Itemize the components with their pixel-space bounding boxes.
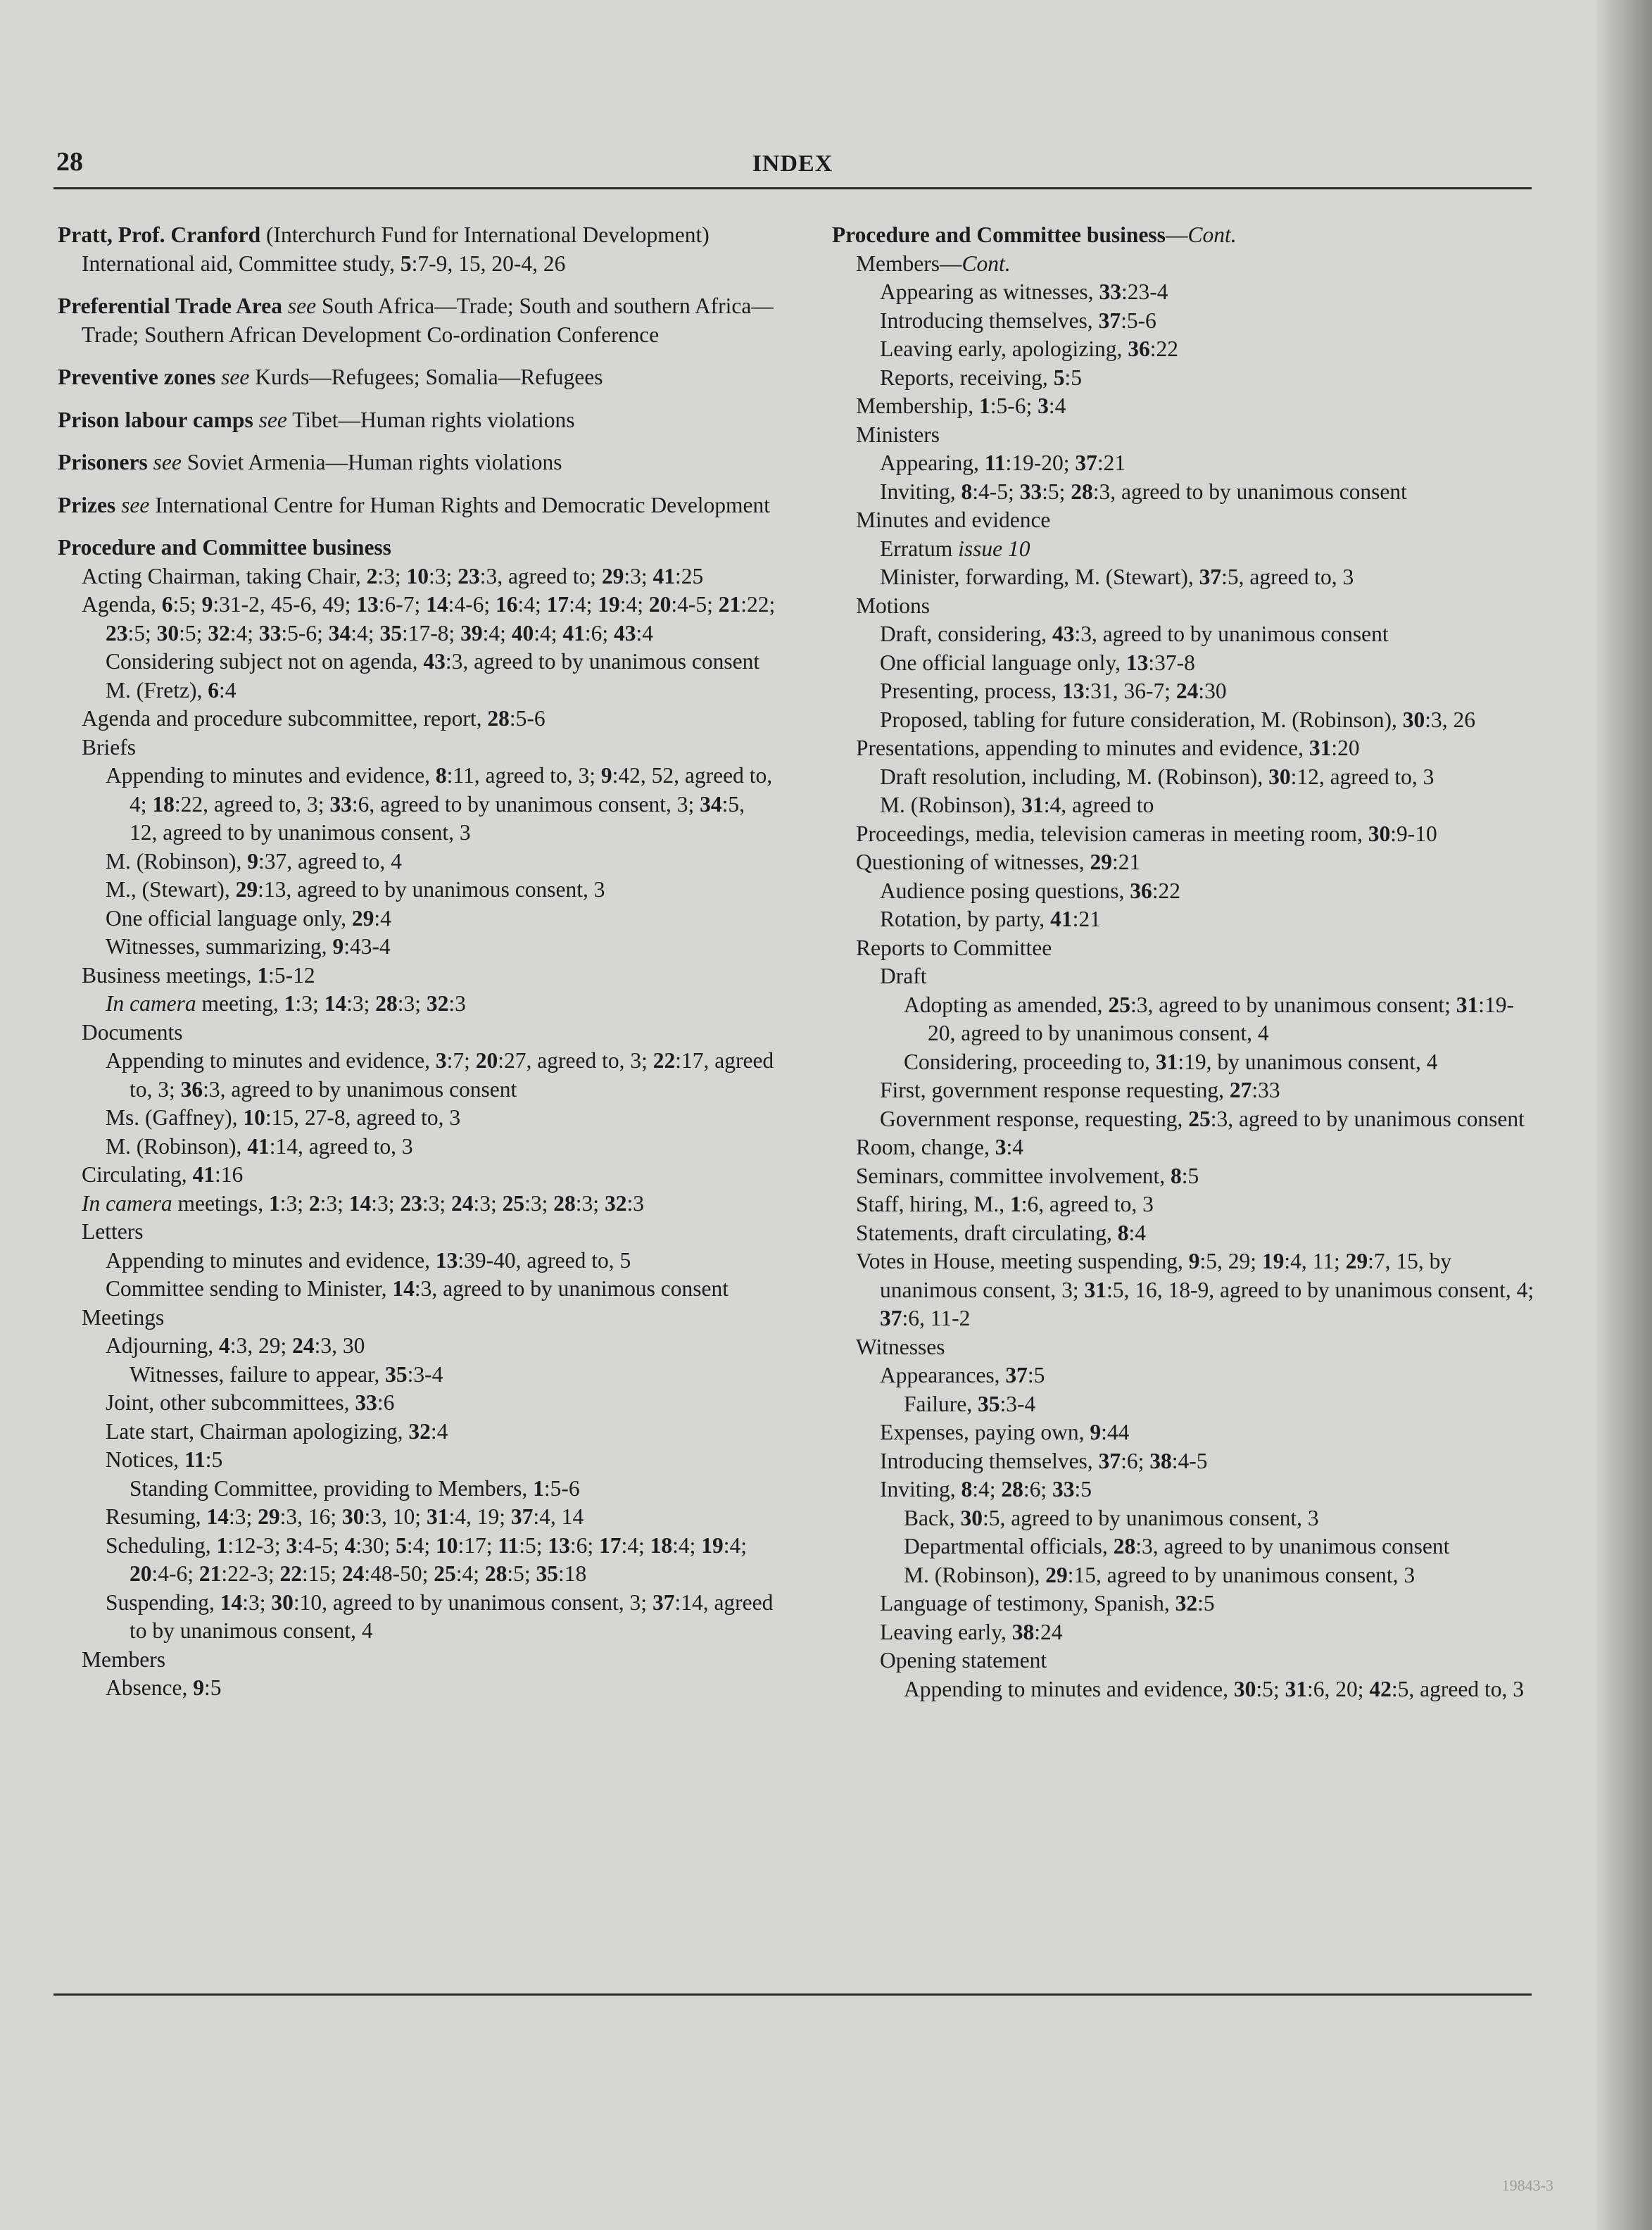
index-entry: Appearances, 37:5 — [880, 1363, 1045, 1387]
index-entry: Questioning of witnesses, 29:21 — [856, 850, 1141, 874]
index-entry: M. (Fretz), 6:4 — [106, 677, 237, 703]
print-code: 19843-3 — [1501, 2177, 1553, 2194]
index-entry: Appending to minutes and evidence, 30:5; 31:6, 20; 42:5, agreed to, 3 — [904, 1676, 1524, 1701]
index-entry: Considering, proceeding to, 31:19, by unanimous consent, 4 — [904, 1049, 1438, 1074]
index-entry: Room, change, 3:4 — [856, 1135, 1023, 1159]
index-entry: Presentations, appending to minutes and evidence, 31:20 — [856, 736, 1360, 760]
index-entry: Ms. (Gaffney), 10:15, 27-8, agreed to, 3 — [106, 1105, 461, 1130]
index-entry: Acting Chairman, taking Chair, 2:3; 10:3; 23:3, agreed to; 29:3; 41:25 — [82, 563, 704, 588]
index-entry: Business meetings, 1:5-12 — [82, 962, 315, 988]
index-entry: Appending to minutes and evidence, 8:11, agreed to, 3; 9:42, 52, agreed to, 4; 18:22, agreed to, 3; 33:6, agreed to by unanimous consent, 3; 34:5, 12, agreed to by unanimous consent, 3 — [106, 763, 773, 845]
index-entry: Appearing, 11:19-20; 37:21 — [880, 451, 1126, 475]
index-entry: M. (Robinson), 41:14, agreed to, 3 — [106, 1133, 413, 1159]
index-entry: Opening statement — [880, 1648, 1047, 1672]
index-entry: Joint, other subcommittees, 33:6 — [106, 1390, 395, 1415]
index-entry: Leaving early, apologizing, 36:22 — [880, 336, 1178, 361]
index-entry: M. (Robinson), 31:4, agreed to — [880, 793, 1154, 817]
index-entry: Leaving early, 38:24 — [880, 1619, 1063, 1644]
index-entry: Witnesses, summarizing, 9:43-4 — [106, 934, 391, 959]
index-entry: Circulating, 41:16 — [82, 1162, 244, 1187]
scan-edge-shadow — [1597, 0, 1652, 2230]
index-entry: In camera meetings, 1:3; 2:3; 14:3; 23:3; 24:3; 25:3; 28:3; 32:3 — [82, 1190, 644, 1216]
index-entry: Rotation, by party, 41:21 — [880, 907, 1101, 931]
index-entry: Standing Committee, providing to Members, 1:5-6 — [130, 1475, 580, 1501]
index-entry: Inviting, 8:4; 28:6; 33:5 — [880, 1477, 1092, 1501]
index-column-right — [832, 221, 1536, 1703]
index-entry: Agenda and procedure subcommittee, report, 28:5-6 — [82, 706, 546, 731]
index-entry: Seminars, committee involvement, 8:5 — [856, 1163, 1199, 1188]
index-entry: Motions — [856, 593, 931, 618]
index-entry: Appending to minutes and evidence, 13:39-40, agreed to, 5 — [106, 1247, 631, 1273]
index-entry: International aid, Committee study, 5:7-9, 15, 20-4, 26 — [82, 251, 566, 276]
index-entry: Members — [82, 1646, 165, 1672]
index-entry: Erratum issue 10 — [880, 536, 1030, 561]
header-rule — [53, 187, 1532, 189]
index-entry: Late start, Chairman apologizing, 32:4 — [106, 1418, 448, 1444]
index-entry: Language of testimony, Spanish, 32:5 — [880, 1591, 1215, 1615]
page-header — [53, 146, 1532, 189]
index-entry: Draft, considering, 43:3, agreed to by unanimous consent — [880, 622, 1389, 646]
index-entry: Minutes and evidence — [856, 508, 1051, 532]
index-heading: Pratt, Prof. Cranford (Interchurch Fund for International Development) — [58, 222, 710, 247]
index-heading: Prizes see International Centre for Human Rights and Democratic Development — [58, 492, 771, 517]
index-heading: Prison labour camps see Tibet—Human rights violations — [58, 407, 575, 432]
index-heading: Preferential Trade Area see South Africa—Trade; South and southern Africa—Trade; Southern African Development Co-ordination Conference — [58, 294, 774, 347]
index-entry: Proceedings, media, television cameras in meeting room, 30:9-10 — [856, 821, 1437, 846]
index-entry: Meetings — [82, 1304, 165, 1330]
index-entry: Membership, 1:5-6; 3:4 — [856, 393, 1066, 418]
index-entry: Ministers — [856, 422, 940, 447]
index-entry: Members—Cont. — [856, 251, 1011, 276]
index-entry: Appending to minutes and evidence, 3:7; 20:27, agreed to, 3; 22:17, agreed to, 3; 36:3, agreed to by unanimous consent — [106, 1048, 774, 1102]
index-entry: Reports, receiving, 5:5 — [880, 365, 1082, 390]
index-entry: Draft resolution, including, M. (Robinson), 30:12, agreed to, 3 — [880, 764, 1435, 789]
footer-rule — [53, 1993, 1532, 1996]
index-entry: Witnesses, failure to appear, 35:3-4 — [130, 1361, 443, 1387]
index-entry: Expenses, paying own, 9:44 — [880, 1420, 1130, 1444]
index-entry: Resuming, 14:3; 29:3, 16; 30:3, 10; 31:4, 19; 37:4, 14 — [106, 1504, 584, 1529]
index-entry: Government response, requesting, 25:3, agreed to by unanimous consent — [880, 1106, 1525, 1131]
index-entry: Suspending, 14:3; 30:10, agreed to by unanimous consent, 3; 37:14, agreed to by unanimous consent, 4 — [106, 1589, 774, 1643]
index-entry: Presenting, process, 13:31, 36-7; 24:30 — [880, 679, 1227, 703]
index-entry: First, government response requesting, 27:33 — [880, 1078, 1280, 1102]
index-entry: Reports to Committee — [856, 935, 1052, 960]
index-heading: Preventive zones see Kurds—Refugees; Somalia—Refugees — [58, 365, 603, 389]
index-entry: Absence, 9:5 — [106, 1675, 222, 1700]
index-entry: Appearing as witnesses, 33:23-4 — [880, 279, 1168, 304]
index-entry: Back, 30:5, agreed to by unanimous consent, 3 — [904, 1505, 1319, 1530]
index-heading: Procedure and Committee business — [58, 535, 391, 560]
index-entry: Adopting as amended, 25:3, agreed to by unanimous consent; 31:19-20, agreed to by unanimous consent, 4 — [904, 992, 1514, 1045]
index-entry: Statements, draft circulating, 8:4 — [856, 1220, 1147, 1245]
index-entry: M., (Stewart), 29:13, agreed to by unanimous consent, 3 — [106, 877, 605, 902]
index-entry: Failure, 35:3-4 — [904, 1391, 1036, 1416]
index-entry: Proposed, tabling for future consideration, M. (Robinson), 30:3, 26 — [880, 707, 1476, 732]
index-entry: Letters — [82, 1219, 144, 1244]
index-entry: Notices, 11:5 — [106, 1447, 223, 1472]
index-entry: Inviting, 8:4-5; 33:5; 28:3, agreed to by unanimous consent — [880, 479, 1407, 504]
index-entry: M. (Robinson), 29:15, agreed to by unanimous consent, 3 — [904, 1562, 1415, 1587]
index-entry: Draft — [880, 964, 927, 988]
index-entry: Introducing themselves, 37:6; 38:4-5 — [880, 1448, 1208, 1473]
index-entry: Committee sending to Minister, 14:3, agreed to by unanimous consent — [106, 1276, 729, 1301]
index-entry: Staff, hiring, M., 1:6, agreed to, 3 — [856, 1192, 1154, 1216]
index-entry: One official language only, 29:4 — [106, 905, 391, 931]
index-entry: Minister, forwarding, M. (Stewart), 37:5, agreed to, 3 — [880, 565, 1354, 589]
index-heading: Procedure and Committee business—Cont. — [832, 222, 1237, 247]
page-number: 28 — [56, 147, 83, 177]
index-entry: Votes in House, meeting suspending, 9:5, 29; 19:4, 11; 29:7, 15, by unanimous consent, 3; 31:5, 16, 18-9, agreed to by unanimous consent, 4; 37:6, 11-2 — [856, 1249, 1534, 1330]
index-column-left — [58, 221, 776, 1703]
index-heading: Prisoners see Soviet Armenia—Human rights violations — [58, 450, 562, 474]
index-entry: Departmental officials, 28:3, agreed to by unanimous consent — [904, 1534, 1450, 1558]
index-entry: M. (Robinson), 9:37, agreed to, 4 — [106, 848, 402, 874]
index-entry: Briefs — [82, 734, 136, 760]
index-entry: Agenda, 6:5; 9:31-2, 45-6, 49; 13:6-7; 14:4-6; 16:4; 17:4; 19:4; 20:4-5; 21:22; 23:5; 30:5; 32:4; 33:5-6; 34:4; 35:17-8; 39:4; 40:4; 41:6; 43:4 — [82, 592, 776, 645]
index-entry: One official language only, 13:37-8 — [880, 650, 1195, 675]
index-entry: Introducing themselves, 37:5-6 — [880, 308, 1156, 333]
index-entry: Documents — [82, 1019, 183, 1045]
index-entry: Scheduling, 1:12-3; 3:4-5; 4:30; 5:4; 10:17; 11:5; 13:6; 17:4; 18:4; 19:4; 20:4-6; 21:22-3; 22:15; 24:48-50; 25:4; 28:5; 35:18 — [106, 1532, 748, 1586]
index-entry: Considering subject not on agenda, 43:3, agreed to by unanimous consent — [106, 649, 760, 674]
index-entry: Adjourning, 4:3, 29; 24:3, 30 — [106, 1333, 365, 1358]
index-entry: In camera meeting, 1:3; 14:3; 28:3; 32:3 — [106, 991, 466, 1016]
index-entry: Audience posing questions, 36:22 — [880, 878, 1180, 903]
index-entry: Witnesses — [856, 1334, 945, 1359]
running-head: INDEX — [752, 151, 833, 177]
